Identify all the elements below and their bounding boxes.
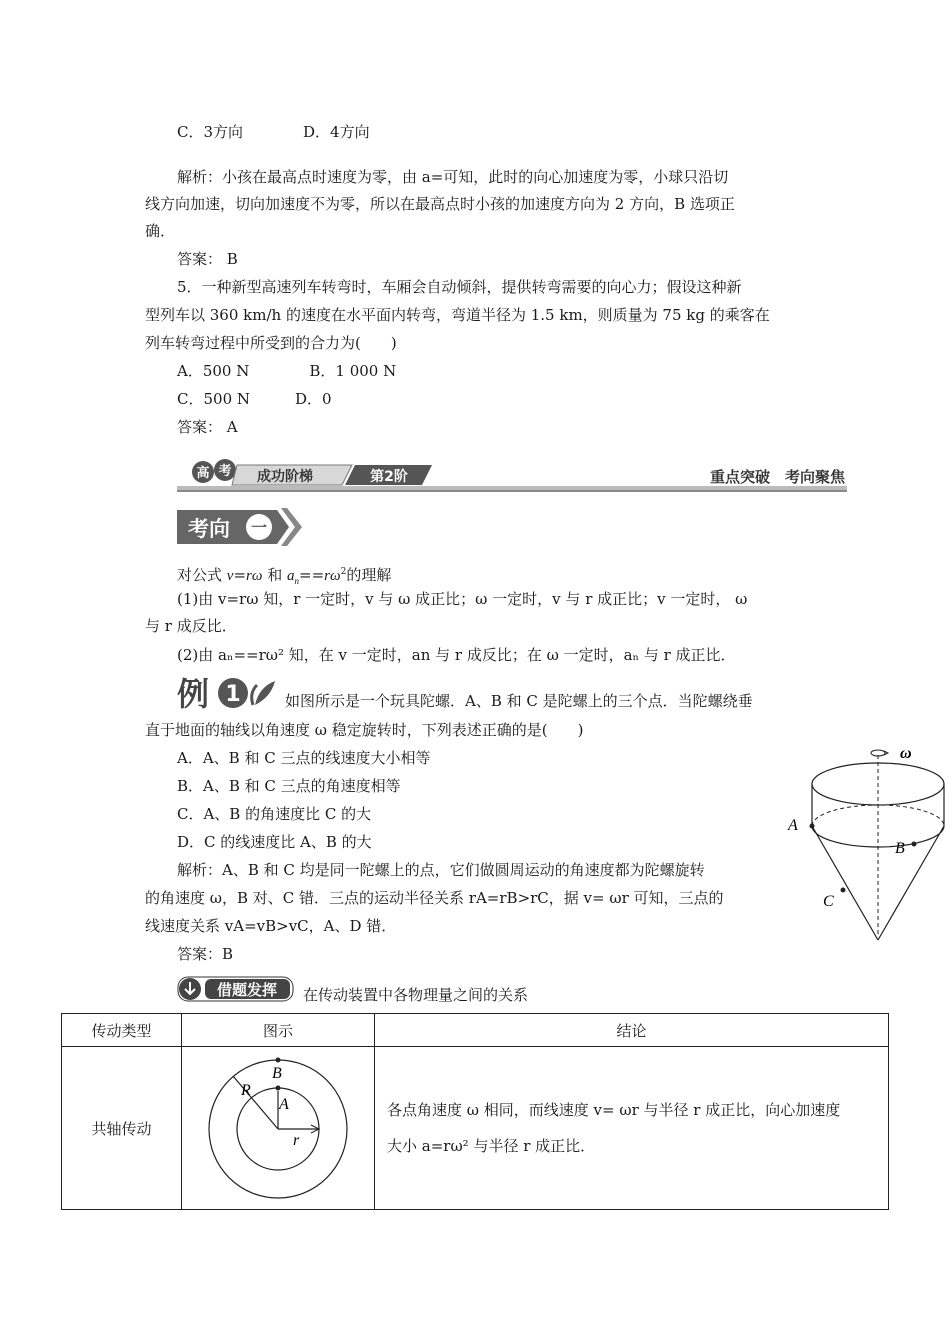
radius-small-label: r (293, 1132, 300, 1149)
example-solution-3: 线速度关系 vA=vB>vC，A、D 错． (145, 917, 397, 935)
banner-right: 重点突破 考向聚焦 (709, 468, 845, 486)
formula-p2: (2)由 aₙ==rω² 知，在 v 一定时，an 与 r 成反比；在 ω 一定时，aₙ 与 r 成正比． (177, 646, 736, 664)
answer-4: 答案： B (177, 250, 238, 268)
option-cd: C．3方向 D．4方向 (177, 123, 370, 141)
point-a-label: A (788, 817, 798, 834)
formula-p1b: 与 r 成反比． (145, 617, 237, 635)
point-a-label-2: A (279, 1096, 289, 1113)
example-option-c: C．A、B 的角速度比 C 的大 (177, 805, 372, 823)
example-option-b: B．A、B 和 C 三点的角速度相等 (177, 777, 401, 795)
banner-ladder: 成功阶梯 (257, 469, 313, 485)
point-b-label-2: B (272, 1065, 282, 1082)
table-header-row (62, 1014, 889, 1047)
example-label (177, 675, 281, 711)
header-figure: 图示 (182, 1014, 375, 1047)
banner-gao: 高 (196, 466, 210, 481)
jieti-label (177, 976, 295, 1002)
section-banner (177, 459, 847, 495)
radius-big-label: R (241, 1082, 251, 1099)
example-option-d: D．C 的线速度比 A、B 的大 (177, 833, 372, 851)
conclusion-line-1: 各点角速度 ω 相同，而线速度 v= ωr 与半径 r 成正比，向心加速度 (387, 1101, 841, 1119)
jieti-text: 借题发挥 (216, 981, 278, 999)
row-type: 共轴传动 (62, 1047, 182, 1210)
example-num: 1 (225, 682, 241, 707)
question-5-line-3: 列车转弯过程中所受到的合力为( ) (145, 334, 397, 352)
row-figure (182, 1047, 375, 1210)
example-solution-2: 的角速度 ω，B 对、C 错．三点的运动半径关系 rA=rB>rC，据 v= ωr 可知，三点的 (145, 889, 724, 907)
option-cd-2: C．500 N D．0 (177, 390, 332, 408)
kaoxiang-num: 一 (250, 518, 268, 537)
banner-stage: 第2阶 (370, 469, 408, 485)
question-5-line-2: 型列车以 360 km/h 的速度在水平面内转弯，弯道半径为 1.5 km，则质量为 75 kg 的乘客在 (145, 306, 770, 324)
jieti-description: 在传动装置中各物理量之间的关系 (303, 986, 529, 1004)
question-5-line-1: 5．一种新型高速列车转弯时，车厢会自动倾斜，提供转弯需要的向心力；假设这种新 (177, 278, 742, 296)
point-b-label: B (895, 840, 905, 857)
example-li: 例 (177, 675, 210, 711)
table-row (62, 1047, 889, 1210)
transmission-table (61, 1013, 889, 1210)
banner-kao: 考 (218, 464, 232, 479)
coaxial-circles (203, 1051, 353, 1201)
analysis-line-2: 线方向加速，切向加速度不为零，所以在最高点时小孩的加速度方向为 2 方向，B 选项正 (145, 195, 735, 213)
omega-label: ω (900, 745, 912, 762)
example-solution-1: 解析：A、B 和 C 均是同一陀螺上的点，它们做圆周运动的角速度都为陀螺旋转 (177, 861, 705, 879)
point-c-label: C (823, 893, 834, 910)
row-conclusion (375, 1047, 889, 1210)
formula-title: 对公式 v=rω 和 $a_n==r\omega^2$的理解 (177, 566, 392, 586)
analysis-line-1: 解析：小孩在最高点时速度为零，由 a=可知，此时的向心加速度为零，小球只沿切 (177, 168, 729, 186)
formula-p1: (1)由 v=rω 知，r 一定时，v 与 ω 成正比；ω 一定时，v 与 r 成正比；v 一定时， ω (177, 590, 748, 608)
kaoxiang-text: 考向 (188, 517, 230, 541)
example-q2: 直于地面的轴线以角速度 ω 稳定旋转时，下列表述正确的是( ) (145, 721, 584, 739)
gyroscope-figure (780, 740, 950, 945)
analysis-line-3: 确． (145, 222, 176, 240)
example-q1: 如图所示是一个玩具陀螺．A、B 和 C 是陀螺上的三个点．当陀螺绕垂 (285, 692, 753, 710)
header-type: 传动类型 (62, 1014, 182, 1047)
conclusion-line-2: 大小 a=rω² 与半径 r 成正比． (387, 1137, 596, 1155)
answer-5: 答案： A (177, 418, 238, 436)
option-ab: A．500 N B．1 000 N (177, 362, 397, 380)
example-answer: 答案：B (177, 945, 234, 963)
example-option-a: A．A、B 和 C 三点的线速度大小相等 (177, 749, 431, 767)
header-conclusion: 结论 (375, 1014, 889, 1047)
kaoxiang-label (177, 506, 307, 548)
